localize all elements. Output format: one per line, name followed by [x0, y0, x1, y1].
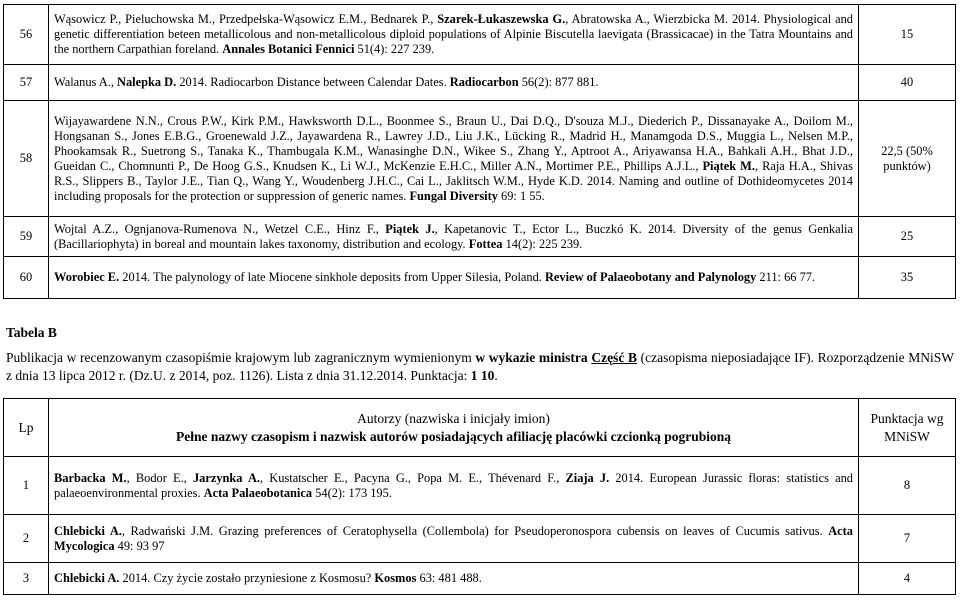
header-authors-line1: Autorzy (nazwiska i inicjały imion): [357, 410, 550, 426]
citation-part: , Kapetanovic T., Ector L., Buczkó K. 2014. Diversity of the genus Genkalia (Bacillariophyta) in boreal and mountain lakes taxonomy, distribution and ecology.: [54, 221, 853, 251]
publication-points: 35: [859, 257, 956, 299]
publication-row: [4, 257, 956, 299]
row-number: 1: [4, 457, 49, 515]
citation-part: 2014. Czy życie zostało przyniesione z Kosmosu?: [119, 571, 375, 585]
citation-bold-part: Acta Palaeobotanica: [203, 485, 313, 500]
citation-bold-part: Piątek J.: [385, 221, 435, 236]
publication-row: [4, 65, 956, 101]
publication-citation: [49, 65, 859, 101]
citation-part: 51(4): 227 239.: [354, 42, 435, 56]
tabela-desc-text-1: Publikacja w recenzowanym czasopiśmie krajowym lub zagranicznym wymienionym: [6, 350, 476, 365]
publication-points: 25: [859, 217, 956, 257]
citation-bold-part: Kosmos: [374, 571, 417, 585]
top-publications-table: [3, 4, 956, 299]
citation-part: Wąsowicz P., Pieluchowska M., Przedpełska-Wąsowicz E.M., Bednarek P.,: [54, 12, 438, 26]
publication-row: [4, 515, 956, 563]
publication-points: 40: [859, 65, 956, 101]
citation-part: Wojtal A.Z., Ognjanova-Rumenova N., Wetzel C.E., Hinz F.,: [54, 221, 386, 236]
citation-bold-part: Szarek-Łukaszewska G.: [437, 12, 566, 26]
citation-part: 49: 93 97: [114, 538, 165, 553]
tabela-desc-wykaz: w wykazie ministra: [475, 350, 588, 365]
row-number: 2: [4, 515, 49, 563]
citation-bold-part: Chlebicki A.: [54, 571, 120, 585]
tabela-b-description: [6, 349, 954, 385]
tabela-desc-end: .: [494, 368, 498, 383]
citation-bold-part: Review of Palaeobotany and Palynology: [544, 270, 757, 284]
publication-row: [4, 217, 956, 257]
citation-bold-part: Chlebicki A.: [54, 523, 122, 538]
row-number: 58: [4, 101, 49, 217]
citation-part: 2014. European Jurassic floras: statistics and palaeoenvironmental proxies.: [54, 470, 853, 500]
citation-part: 14(2): 225 239.: [502, 236, 583, 251]
publication-citation: [49, 5, 859, 65]
citation-bold-part: Jarzynka A.: [192, 470, 261, 485]
publication-citation: [49, 563, 859, 595]
publication-citation: [49, 457, 859, 515]
publication-points: 8: [859, 457, 956, 515]
header-points: Punktacja wg MNiSW: [859, 399, 956, 457]
citation-part: 54(2): 173 195.: [312, 485, 392, 500]
citation-part: Wijayawardene N.N., Crous P.W., Kirk P.M., Hawksworth D.L., Boonmee S., Braun U., Dai D.Q., D'souza M.J., Diederich P., Dissanayake A., Doilom M., Hongsanan S., Jones E.B.G., Groenewald J.Z., Jayawardena R., Lawrey J.D., Liu J.K., Lücking R., Madrid H., Manamgoda D.S., Muggia L., Nelsen M.P., Phookamsak R., Suetrong S., Tanaka K., Thambugala K.M., Wanasinghe D.N., Wikee S., Zhang Y., Aptroot A., Ariyawansa H.A., Bahkali A.H., Bhat J.D., Gueidan C., Chomnunti P., De Hoog G.S., Knudsen K., Li W.J., McKenzie E.H.C., Miller A.N., Mortimer P.E., Phillips A.J.L.,: [54, 113, 853, 173]
publication-citation: [49, 257, 859, 299]
citation-part: Walanus A.,: [54, 75, 118, 89]
citation-part: 69: 1 55.: [497, 188, 545, 203]
header-authors: [49, 399, 859, 457]
header-authors-line2: Pełne nazwy czasopism i nazwisk autorów posiadających afiliację placówki czcionką pogrubioną: [175, 428, 731, 444]
citation-part: 211: 66 77.: [756, 270, 816, 284]
citation-bold-part: Radiocarbon: [449, 75, 519, 89]
row-number: 57: [4, 65, 49, 101]
publication-points: 4: [859, 563, 956, 595]
citation-bold-part: Ziaja J.: [565, 470, 610, 485]
publication-row: [4, 101, 956, 217]
citation-part: 63: 481 488.: [416, 571, 482, 585]
citation-bold-part: Worobiec E.: [54, 270, 120, 284]
citation-bold-part: Fottea: [468, 236, 503, 251]
citation-part: , Raja H.A., Shivas R.S., Slippers B., Taylor J.E., Tian Q., Wang Y., Woudenberg J.H.C., Cai L., Jaklitsch W.M., Hyde K.D. 2014. Naming and outline of Dothideomycetes 2014 including proposals for the protection or suppression of generic names.: [54, 158, 853, 203]
citation-part: , Abratowska A., Wierzbicka M. 2014. Physiological and genetic differentiation beteen metallicolous and non-metallicolous diploid populations of Alpinie Biscutella laevigata (Brassicacae) in the Tatra Mountains and the northern Carpathian foreland.: [54, 12, 853, 56]
publication-row: [4, 5, 956, 65]
tabela-b-title: Tabela B: [6, 325, 57, 340]
publication-row: [4, 563, 956, 595]
header-row: [4, 399, 956, 457]
publication-citation: [49, 217, 859, 257]
citation-part: 2014. Radiocarbon Distance between Calendar Dates.: [176, 75, 450, 89]
citation-part: , Radwański J.M. Grazing preferences of Ceratophysella (Collembola) for Pseudoperonospora cubensis on leaves of Cucumis sativus.: [121, 523, 829, 538]
citation-bold-part: Piątek M.: [702, 158, 755, 173]
row-number: 3: [4, 563, 49, 595]
row-number: 56: [4, 5, 49, 65]
header-lp: Lp: [4, 399, 49, 457]
publication-points: 7: [859, 515, 956, 563]
publication-points: 15: [859, 5, 956, 65]
citation-bold-part: Fungal Diversity: [409, 188, 498, 203]
citation-bold-part: Barbacka M.: [54, 470, 127, 485]
tabela-desc-points: 1 10: [470, 368, 495, 383]
publication-row: [4, 457, 956, 515]
citation-bold-part: Acta Mycologica: [54, 523, 853, 553]
tabela-desc-text-3: (czasopisma nieposiadające IF). Rozporządzenie MNiSW z dnia 13 lipca 2012 r. (Dz.U. z 2014, poz. 1126). Lista z dnia 31.12.2014. Punktacja:: [6, 350, 955, 383]
publication-citation: [49, 515, 859, 563]
citation-part: 2014. The palynology of late Miocene sinkhole deposits from Upper Silesia, Poland.: [119, 270, 545, 284]
tabela-b-table: [3, 398, 956, 595]
publication-citation: [49, 101, 859, 217]
citation-bold-part: Annales Botanici Fennici: [222, 42, 355, 56]
row-number: 60: [4, 257, 49, 299]
citation-part: , Kustatscher E., Pacyna G., Popa M. E., Thévenard F.,: [260, 470, 566, 485]
citation-part: 56(2): 877 881.: [518, 75, 599, 89]
publication-points: 22,5 (50% punktów): [859, 101, 956, 217]
tabela-desc-czesc-b: Część B: [591, 350, 637, 365]
row-number: 59: [4, 217, 49, 257]
citation-bold-part: Nalepka D.: [117, 75, 177, 89]
citation-part: , Bodor E.,: [126, 470, 193, 485]
